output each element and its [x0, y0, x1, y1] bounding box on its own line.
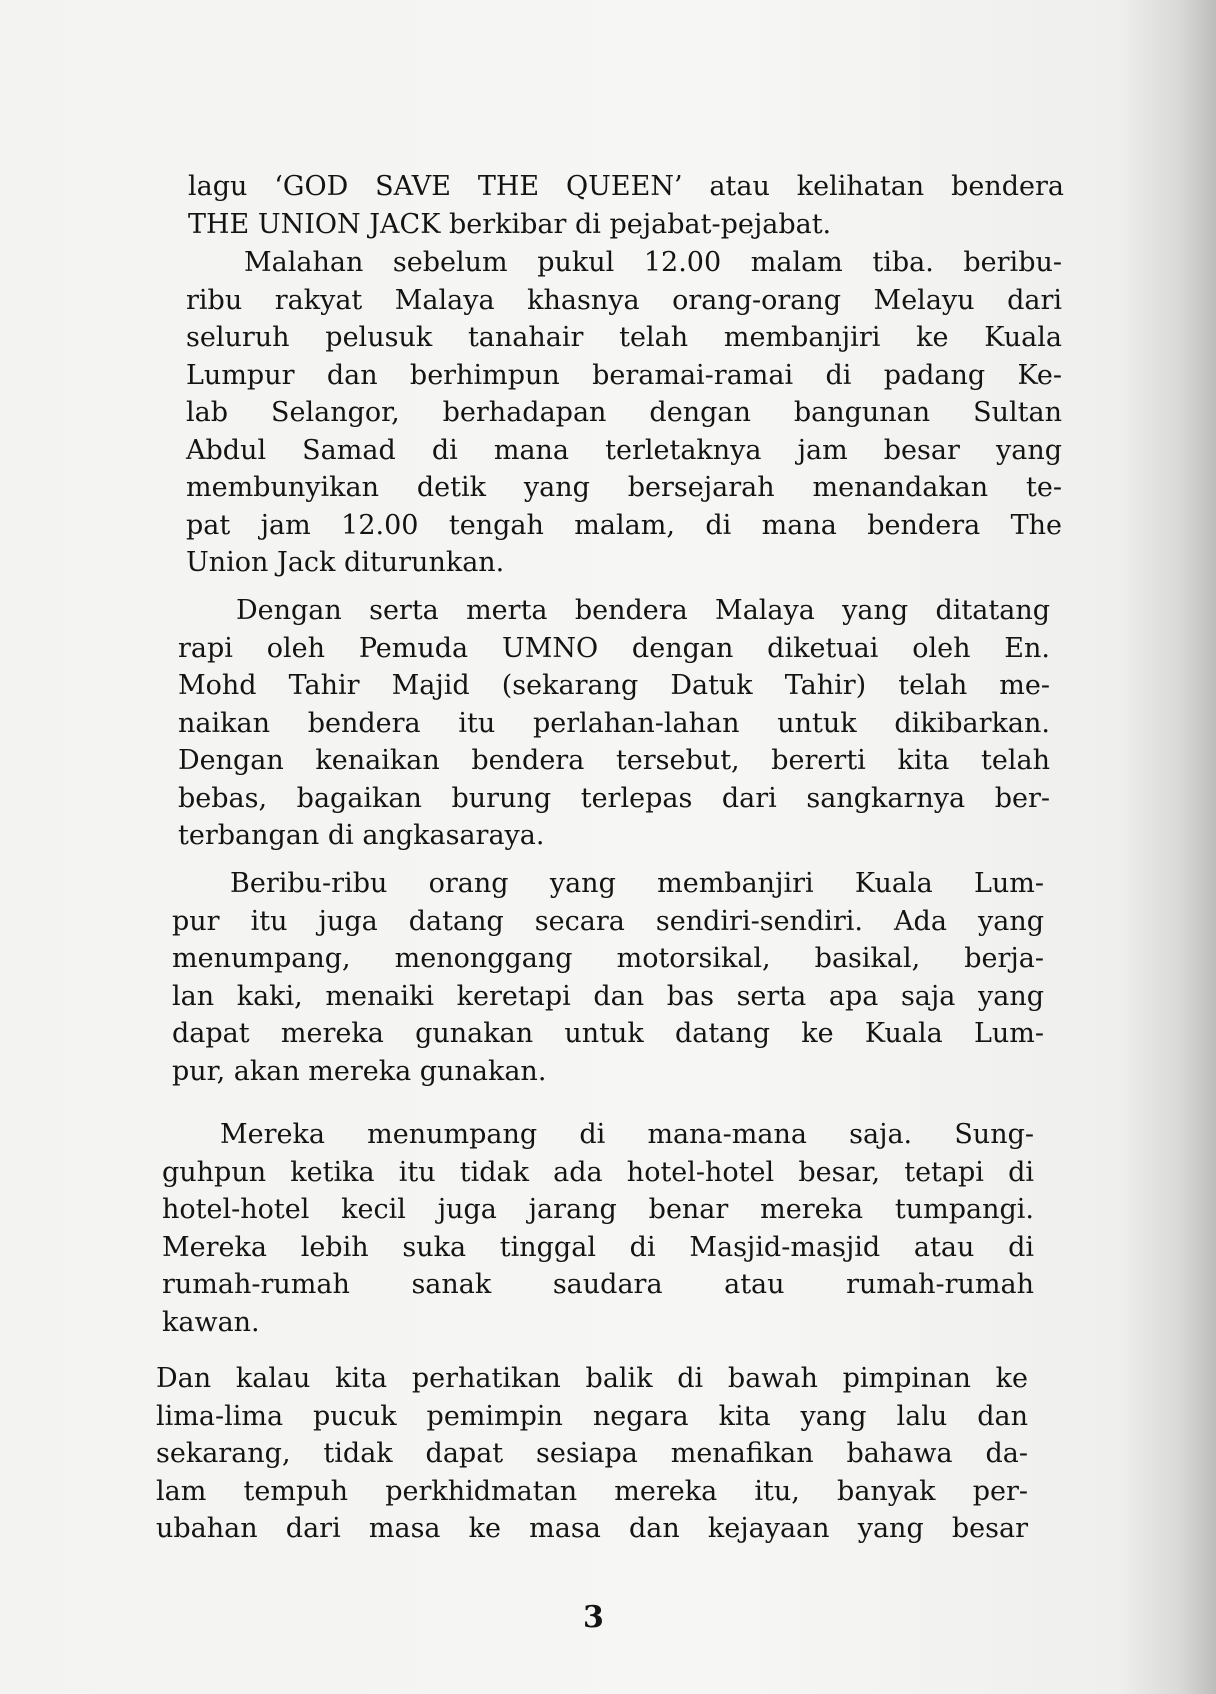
text-line: Mereka menumpang di mana-mana saja. Sung- [220, 1119, 1034, 1150]
text-line: THE UNION JACK berkibar di pejabat-pejabat. [188, 208, 832, 240]
text-line: dapat mereka gunakan untuk datang ke Kuala Lum- [172, 1018, 1044, 1049]
text-line: naikan bendera itu perlahan-lahan untuk dikibarkan. [178, 707, 1050, 739]
paragraph-1 [188, 168, 1064, 243]
text-line: pat jam 12.00 tengah malam, di mana bendera The [186, 509, 1062, 541]
text-line: seluruh pelusuk tanahair telah membanjiri ke Kuala [186, 322, 1062, 353]
text-line: guhpun ketika itu tidak ada hotel-hotel besar, tetapi di [162, 1156, 1034, 1188]
text-line: rumah-rumah sanak saudara atau rumah-rumah [162, 1269, 1034, 1300]
text-line: lam tempuh perkhidmatan mereka itu, banyak per- [156, 1475, 1028, 1507]
text-line: sekarang, tidak dapat sesiapa menafikan bahawa da- [156, 1438, 1028, 1469]
text-line: bebas, bagaikan burung terlepas dari sangkarnya ber- [178, 782, 1050, 814]
paragraph-5 [162, 1116, 1034, 1341]
text-line: Mereka lebih suka tinggal di Masjid-masjid atau di [162, 1231, 1034, 1263]
text-line: ubahan dari masa ke masa dan kejayaan yang besar [156, 1513, 1028, 1544]
paragraph-4 [172, 865, 1044, 1090]
text-line: rapi oleh Pemuda UMNO dengan diketuai oleh En. [178, 632, 1050, 664]
text-line: lab Selangor, berhadapan dengan bangunan Sultan [186, 397, 1062, 428]
paragraph-6 [156, 1360, 1028, 1548]
text-line: Mohd Tahir Majid (sekarang Datuk Tahir) telah me- [178, 670, 1050, 701]
page-number: 3 [583, 1600, 604, 1635]
text-line: Dan kalau kita perhatikan balik di bawah pimpinan ke [156, 1363, 1028, 1394]
text-line: Beribu-ribu orang yang membanjiri Kuala Lum- [230, 868, 1044, 899]
text-line: Lumpur dan berhimpun beramai-ramai di padang Ke- [186, 359, 1062, 391]
text-line: Malahan sebelum pukul 12.00 malam tiba. beribu- [244, 247, 1062, 278]
text-line: Dengan serta merta bendera Malaya yang ditatang [236, 595, 1050, 626]
text-line: Dengan kenaikan bendera tersebut, bererti kita telah [178, 745, 1050, 776]
text-line: lagu ‘GOD SAVE THE QUEEN’ atau kelihatan bendera [188, 171, 1064, 202]
text-line: Abdul Samad di mana terletaknya jam besar yang [186, 434, 1062, 466]
text-line: kawan. [162, 1306, 260, 1338]
paragraph-3 [178, 592, 1050, 855]
text-line: terbangan di angkasaraya. [178, 820, 545, 851]
text-line: hotel-hotel kecil juga jarang benar mereka tumpangi. [162, 1194, 1034, 1225]
text-line: menumpang, menonggang motorsikal, basikal, berja- [172, 943, 1044, 974]
text-line: ribu rakyat Malaya khasnya orang-orang Melayu dari [186, 284, 1062, 316]
text-line: pur itu juga datang secara sendiri-sendiri. Ada yang [172, 905, 1044, 937]
text-line: pur, akan mereka gunakan. [172, 1055, 547, 1087]
text-line: Union Jack diturunkan. [186, 547, 505, 578]
text-line: lima-lima pucuk pemimpin negara kita yang lalu dan [156, 1400, 1028, 1432]
paragraph-2 [186, 244, 1062, 582]
text-line: lan kaki, menaiki keretapi dan bas serta apa saja yang [172, 980, 1044, 1012]
text-line: membunyikan detik yang bersejarah menandakan te- [186, 472, 1062, 503]
